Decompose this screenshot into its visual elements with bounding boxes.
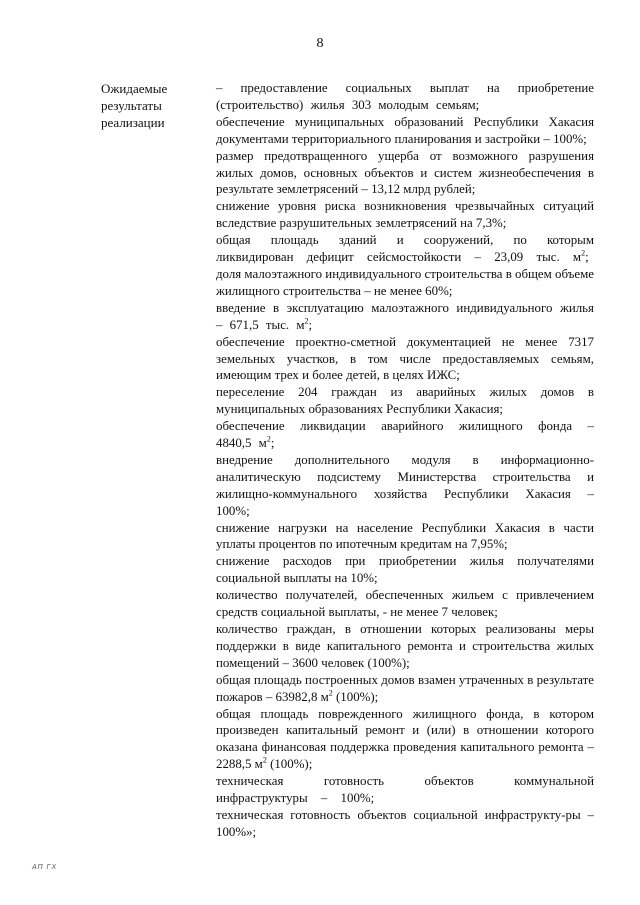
- result-item: размер предотвращенного ущерба от возможного разрушения жилых домов, основных объектов и систем жизнеобеспечения в результате землетрясений – 13,12 млрд рублей;: [216, 148, 594, 197]
- section-label: [101, 80, 201, 131]
- result-item: техническая готовность объектов коммунальной инфраструктуры – 100%;: [216, 774, 594, 806]
- result-item: техническая готовность объектов социальной инфраструкту-ры – 100%»;: [216, 807, 594, 839]
- result-item: количество получателей, обеспеченных жильем с привлечением средств социальной выплаты, - не менее 7 человек;: [216, 588, 594, 620]
- result-item: обеспечение муниципальных образований Республики Хакасия документами территориального планирования и застройки – 100%;: [216, 114, 594, 146]
- result-item: [216, 232, 594, 266]
- result-item: доля малоэтажного индивидуального строительства в общем объеме жилищного строительства – не менее 60%;: [216, 266, 594, 298]
- result-item: снижение нагрузки на население Республики Хакасия в части уплаты процентов по ипотечным кредитам на 7,95%;: [216, 520, 594, 552]
- result-item-text: общая площадь поврежденного жилищного фонда, в котором произведен капитальный ремонт и (или) в отношении которого оказана финансовая поддержка проведения капитального ремонта – 2288,5 м: [216, 706, 594, 772]
- result-item-tail: ;: [308, 317, 313, 332]
- result-item-tail: ;: [270, 436, 275, 451]
- result-item-tail: (100%);: [332, 689, 379, 704]
- result-item-text: обеспечение ликвидации аварийного жилищного фонда – 4840,5 м: [216, 419, 594, 451]
- expected-results-list: [216, 80, 594, 841]
- result-item: количество граждан, в отношении которых реализованы меры поддержки в виде капитального ремонта и строительства жилых помещений – 3600 человек (100%);: [216, 622, 594, 670]
- result-item: обеспечение проектно-сметной документацией не менее 7317 земельных участков, в том числе предоставляемых семьям, имеющим трех и более детей, в целях ИЖС;: [216, 334, 594, 383]
- result-item: внедрение дополнительного модуля в информационно-аналитическую подсистему Министерства строительства и жилищно-коммунального хозяйства Республики Хакасия – 100%;: [216, 452, 594, 518]
- result-item: [216, 300, 594, 334]
- result-item: переселение 204 граждан из аварийных жилых домов в муниципальных образованиях Республики Хакасия;: [216, 385, 594, 417]
- footer-mark: АП ГХ: [32, 864, 58, 871]
- result-item-text: введение в эксплуатацию малоэтажного индивидуального жилья – 671,5 тыс. м: [216, 300, 594, 332]
- result-item-tail: (100%);: [266, 757, 313, 772]
- superscript: 2: [581, 248, 586, 258]
- page-number: 8: [316, 36, 324, 51]
- result-item-tail: ;: [585, 250, 589, 265]
- result-item: снижение расходов при приобретении жилья получателями социальной выплаты на 10%;: [216, 554, 594, 586]
- section-label-line-3: реализации: [101, 115, 165, 130]
- result-item: снижение уровня риска возникновения чрезвычайных ситуаций вследствие разрушительных землетрясений на 7,3%;: [216, 199, 594, 231]
- superscript: 2: [304, 316, 309, 326]
- result-item-text: общая площадь построенных домов взамен утраченных в результате пожаров – 63982,8 м: [216, 672, 594, 704]
- result-item-text: общая площадь зданий и сооружений, по которым ликвидирован дефицит сейсмостойкости – 23,09 тыс. м: [216, 233, 594, 265]
- section-label-line-2: результаты: [101, 98, 162, 113]
- superscript: 2: [262, 755, 267, 765]
- superscript: 2: [328, 688, 333, 698]
- result-item: [216, 672, 594, 706]
- result-item: [216, 418, 594, 452]
- result-item: – предоставление социальных выплат на приобретение (строительство) жилья 303 молодым семьям;: [216, 81, 594, 112]
- section-label-line-1: Ожидаемые: [101, 81, 168, 96]
- result-item: [216, 706, 594, 774]
- superscript: 2: [266, 434, 271, 444]
